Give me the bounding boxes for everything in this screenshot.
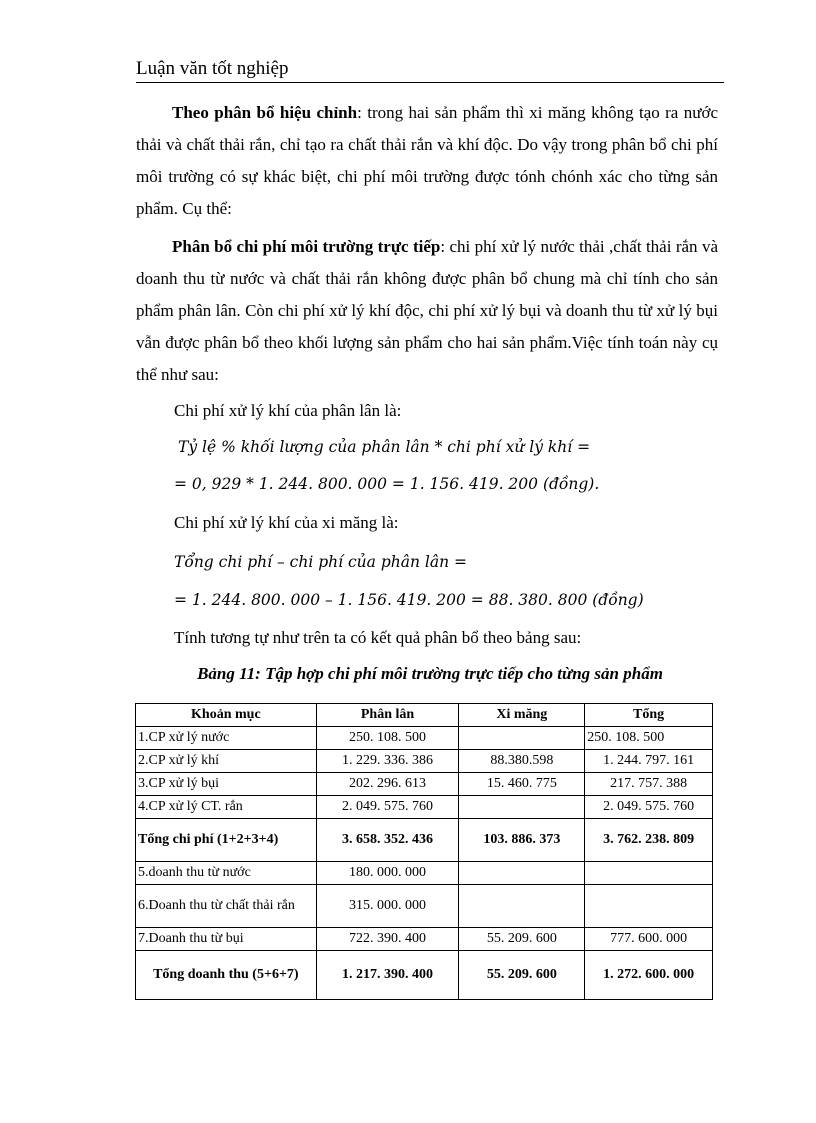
paragraph2-lead: Phân bổ chi phí môi trường trực tiếp bbox=[172, 237, 441, 256]
header-phan-lan: Phân lân bbox=[316, 704, 459, 727]
header-tong: Tổng bbox=[585, 704, 713, 727]
cell-tong: 2. 049. 575. 760 bbox=[585, 796, 713, 819]
header-khoan-muc: Khoản mục bbox=[136, 704, 317, 727]
formula-2: = 0, 929 * 1. 244. 800. 000 = 1. 156. 419. 200 (đồng). bbox=[174, 475, 600, 493]
row-label: 6.Doanh thu từ chất thải rắn bbox=[136, 885, 317, 928]
calc-line-2: Chi phí xử lý khí của xi măng là: bbox=[174, 513, 399, 532]
table-row bbox=[136, 750, 713, 773]
cell-phan-lan: 250. 108. 500 bbox=[316, 727, 459, 750]
cell-xi-mang: 55. 209. 600 bbox=[459, 928, 585, 951]
cell-phan-lan: 3. 658. 352. 436 bbox=[316, 819, 459, 862]
row-label: 7.Doanh thu từ bụi bbox=[136, 928, 317, 951]
table-row bbox=[136, 862, 713, 885]
table-row bbox=[136, 885, 713, 928]
paragraph2-text: : chi phí xử lý nước thải ,chất thải rắn và doanh thu từ nước và chất thải rắn không được phân bổ chung mà chỉ tính cho sản phẩm phân lân. Còn chi phí xử lý khí độc, chi phí xử lý bụi và doanh thu từ xử lý bụi vẫn được phân bổ theo khối lượng sản phẩm cho hai sản phẩm.Việc tính toán này cụ thể như sau: bbox=[136, 237, 718, 384]
cell-phan-lan: 315. 000. 000 bbox=[316, 885, 459, 928]
table-header-row bbox=[136, 704, 713, 727]
row-label: Tổng chi phí (1+2+3+4) bbox=[136, 819, 317, 862]
cell-xi-mang bbox=[459, 885, 585, 928]
row-label: Tổng doanh thu (5+6+7) bbox=[136, 951, 317, 1000]
table-row bbox=[136, 928, 713, 951]
paragraph-allocation-adjusted bbox=[136, 97, 718, 225]
cell-tong: 217. 757. 388 bbox=[585, 773, 713, 796]
table-row bbox=[136, 796, 713, 819]
cell-xi-mang bbox=[459, 796, 585, 819]
formula-1: Tỷ lệ % khối lượng của phân lân * chi phí xử lý khí = bbox=[178, 438, 591, 456]
header-xi-mang: Xi măng bbox=[459, 704, 585, 727]
row-label: 4.CP xử lý CT. rắn bbox=[136, 796, 317, 819]
cell-phan-lan: 1. 229. 336. 386 bbox=[316, 750, 459, 773]
cell-xi-mang: 55. 209. 600 bbox=[459, 951, 585, 1000]
cell-phan-lan: 722. 390. 400 bbox=[316, 928, 459, 951]
paragraph1-lead: Theo phân bổ hiệu chỉnh bbox=[172, 103, 358, 122]
table-row-total-revenue bbox=[136, 951, 713, 1000]
cell-tong: 3. 762. 238. 809 bbox=[585, 819, 713, 862]
row-label: 1.CP xử lý nước bbox=[136, 727, 317, 750]
row-label: 3.CP xử lý bụi bbox=[136, 773, 317, 796]
calc-line-3: Tính tương tự như trên ta có kết quả phân bổ theo bảng sau: bbox=[174, 628, 582, 647]
table-row bbox=[136, 727, 713, 750]
cell-tong: 1. 272. 600. 000 bbox=[585, 951, 713, 1000]
paragraph-direct-allocation bbox=[136, 231, 718, 391]
calc-line-1: Chi phí xử lý khí của phân lân là: bbox=[174, 401, 402, 420]
cell-xi-mang bbox=[459, 862, 585, 885]
cell-phan-lan: 1. 217. 390. 400 bbox=[316, 951, 459, 1000]
page-header: Luận văn tốt nghiệp bbox=[136, 58, 724, 83]
cell-phan-lan: 202. 296. 613 bbox=[316, 773, 459, 796]
cell-tong bbox=[585, 862, 713, 885]
cell-tong: 250. 108. 500 bbox=[585, 727, 713, 750]
cell-tong bbox=[585, 885, 713, 928]
cell-tong: 777. 600. 000 bbox=[585, 928, 713, 951]
table-row bbox=[136, 773, 713, 796]
cell-xi-mang bbox=[459, 727, 585, 750]
cell-phan-lan: 180. 000. 000 bbox=[316, 862, 459, 885]
row-label: 2.CP xử lý khí bbox=[136, 750, 317, 773]
paragraph1-text: : trong hai sản phẩm thì xi măng không tạo ra nước thải và chất thải rắn, chỉ tạo ra chất thải rắn và khí độc. Do vậy trong phân bổ chi phí môi trường có sự khác biệt, chi phí môi trường được tónh chónh xác cho từng sản phẩm. Cụ thể: bbox=[136, 103, 719, 218]
table-row-total-cost bbox=[136, 819, 713, 862]
row-label: 5.doanh thu từ nước bbox=[136, 862, 317, 885]
table-caption: Bảng 11: Tập hợp chi phí môi trường trực tiếp cho từng sản phẩm bbox=[197, 664, 663, 683]
formula-4: = 1. 244. 800. 000 – 1. 156. 419. 200 = 88. 380. 800 (đồng) bbox=[174, 591, 644, 609]
formula-3: Tổng chi phí – chi phí của phân lân = bbox=[174, 553, 467, 571]
cost-table bbox=[135, 703, 713, 1000]
cell-xi-mang: 15. 460. 775 bbox=[459, 773, 585, 796]
cell-tong: 1. 244. 797. 161 bbox=[585, 750, 713, 773]
cell-xi-mang: 88.380.598 bbox=[459, 750, 585, 773]
cell-xi-mang: 103. 886. 373 bbox=[459, 819, 585, 862]
cell-phan-lan: 2. 049. 575. 760 bbox=[316, 796, 459, 819]
